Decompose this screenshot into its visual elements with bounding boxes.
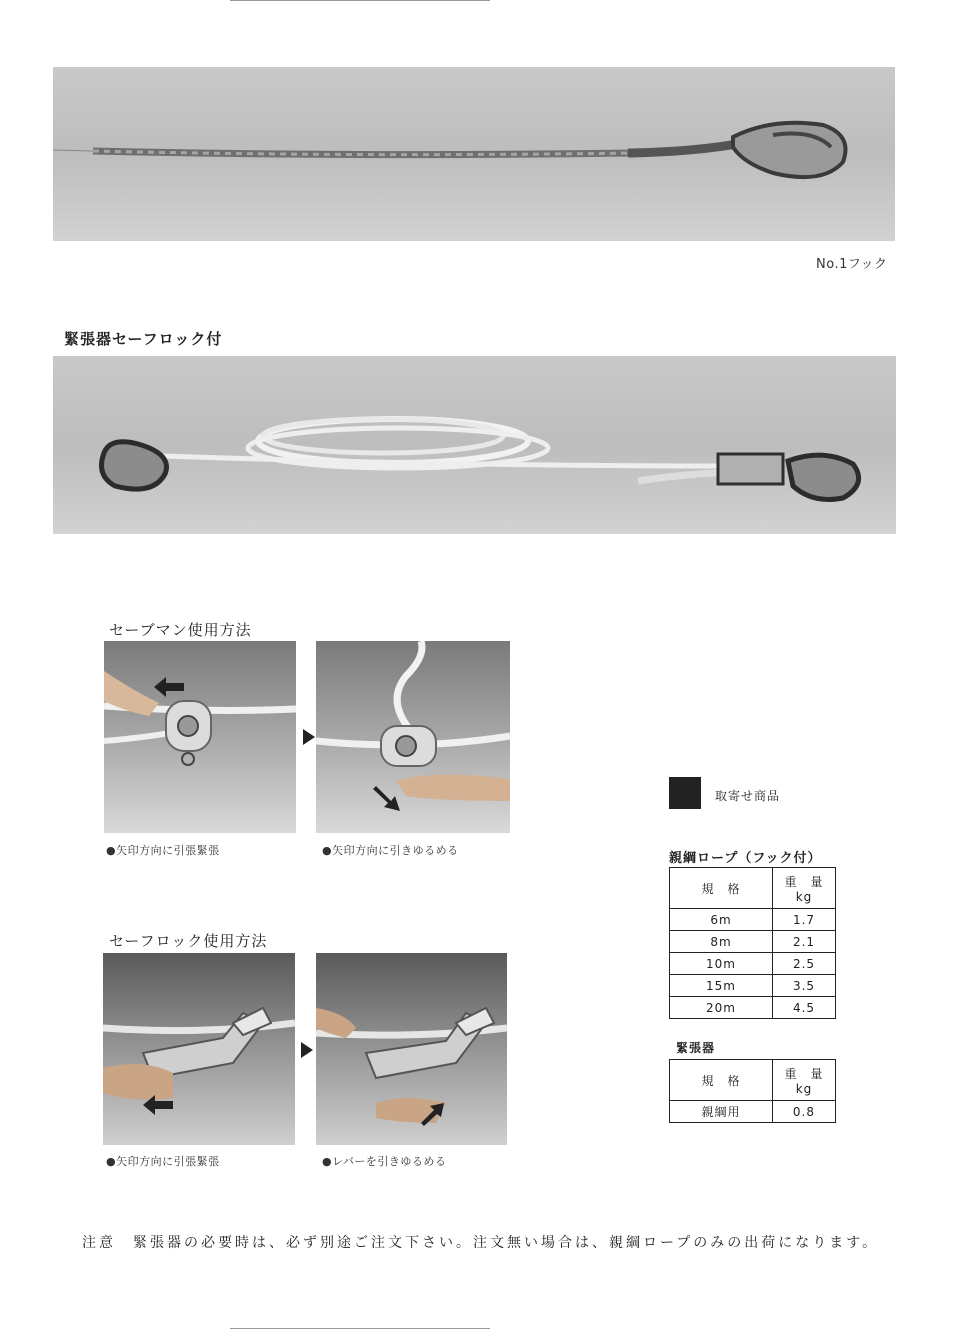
rope-spec-cell: 10m <box>670 953 773 975</box>
table-row <box>670 909 836 931</box>
order-item-swatch <box>669 777 701 809</box>
scan-edge-top <box>230 0 490 1</box>
rope-header-weight-label: 重 量 <box>784 874 824 889</box>
rope-spec-table <box>669 867 836 1019</box>
saveman-loosen-illustration <box>316 641 510 833</box>
rope-table-title: 親綱ロープ（フック付） <box>669 851 822 866</box>
arrow-down-right-icon <box>373 786 400 811</box>
table-row <box>670 1101 836 1123</box>
safelock-howto-title: セーフロック使用方法 <box>109 932 268 950</box>
rope-spec-cell: 8m <box>670 931 773 953</box>
rope-hook-illustration <box>53 67 895 241</box>
saveman-tighten-illustration <box>104 641 296 833</box>
tensioner-header-weight-label: 重 量 <box>784 1066 824 1081</box>
tensioner-photo <box>53 356 896 534</box>
safelock-photo-loosen <box>316 953 507 1145</box>
saveman-howto-title: セーブマン使用方法 <box>109 621 252 639</box>
safelock-loosen-illustration <box>316 953 507 1145</box>
table-row <box>670 997 836 1019</box>
rope-header-spec: 規 格 <box>670 868 773 909</box>
rope-header-weight <box>772 868 835 909</box>
scan-edge-bottom <box>230 1328 490 1329</box>
arrow-left-icon <box>154 677 184 697</box>
tensioner-illustration <box>53 356 896 534</box>
saveman-caption-loosen: ●矢印方向に引きゆるめる <box>322 844 459 857</box>
rope-weight-cell: 2.1 <box>772 931 835 953</box>
order-item-label: 取寄せ商品 <box>715 789 781 803</box>
rope-header-weight-unit: kg <box>795 889 813 904</box>
rope-hook-photo <box>53 67 895 241</box>
tensioner-spec-cell: 親綱用 <box>670 1101 773 1123</box>
rope-weight-cell: 3.5 <box>772 975 835 997</box>
rope-spec-cell: 15m <box>670 975 773 997</box>
saveman-caption-tighten: ●矢印方向に引張緊張 <box>106 844 220 857</box>
safelock-tighten-illustration <box>103 953 295 1145</box>
rope-weight-cell: 4.5 <box>772 997 835 1019</box>
table-row <box>670 953 836 975</box>
rope-weight-cell: 2.5 <box>772 953 835 975</box>
safelock-caption-tighten: ●矢印方向に引張緊張 <box>106 1155 220 1168</box>
tensioner-section-title: 緊張器セーフロック付 <box>64 330 223 348</box>
table-row <box>670 931 836 953</box>
rope-spec-cell: 6m <box>670 909 773 931</box>
tensioner-table-title: 緊張器 <box>676 1041 716 1055</box>
next-step-arrow-icon <box>303 729 315 745</box>
rope-weight-cell: 1.7 <box>772 909 835 931</box>
top-photo-caption: No.1フック <box>816 257 888 272</box>
tensioner-header-weight-unit: kg <box>795 1081 813 1096</box>
tensioner-header-weight <box>772 1060 835 1101</box>
saveman-photo-loosen <box>316 641 510 833</box>
table-row <box>670 975 836 997</box>
saveman-photo-tighten <box>104 641 296 833</box>
safelock-photo-tighten <box>103 953 295 1145</box>
order-notice: 注意 緊張器の必要時は、必ず別途ご注文下さい。注文無い場合は、親綱ロープのみの出荷になります。 <box>82 1235 880 1251</box>
tensioner-weight-cell: 0.8 <box>772 1101 835 1123</box>
tensioner-header-spec: 規 格 <box>670 1060 773 1101</box>
safelock-caption-loosen: ●レバーを引きゆるめる <box>322 1155 447 1168</box>
next-step-arrow-icon <box>301 1042 313 1058</box>
rope-spec-cell: 20m <box>670 997 773 1019</box>
tensioner-spec-table <box>669 1059 836 1123</box>
